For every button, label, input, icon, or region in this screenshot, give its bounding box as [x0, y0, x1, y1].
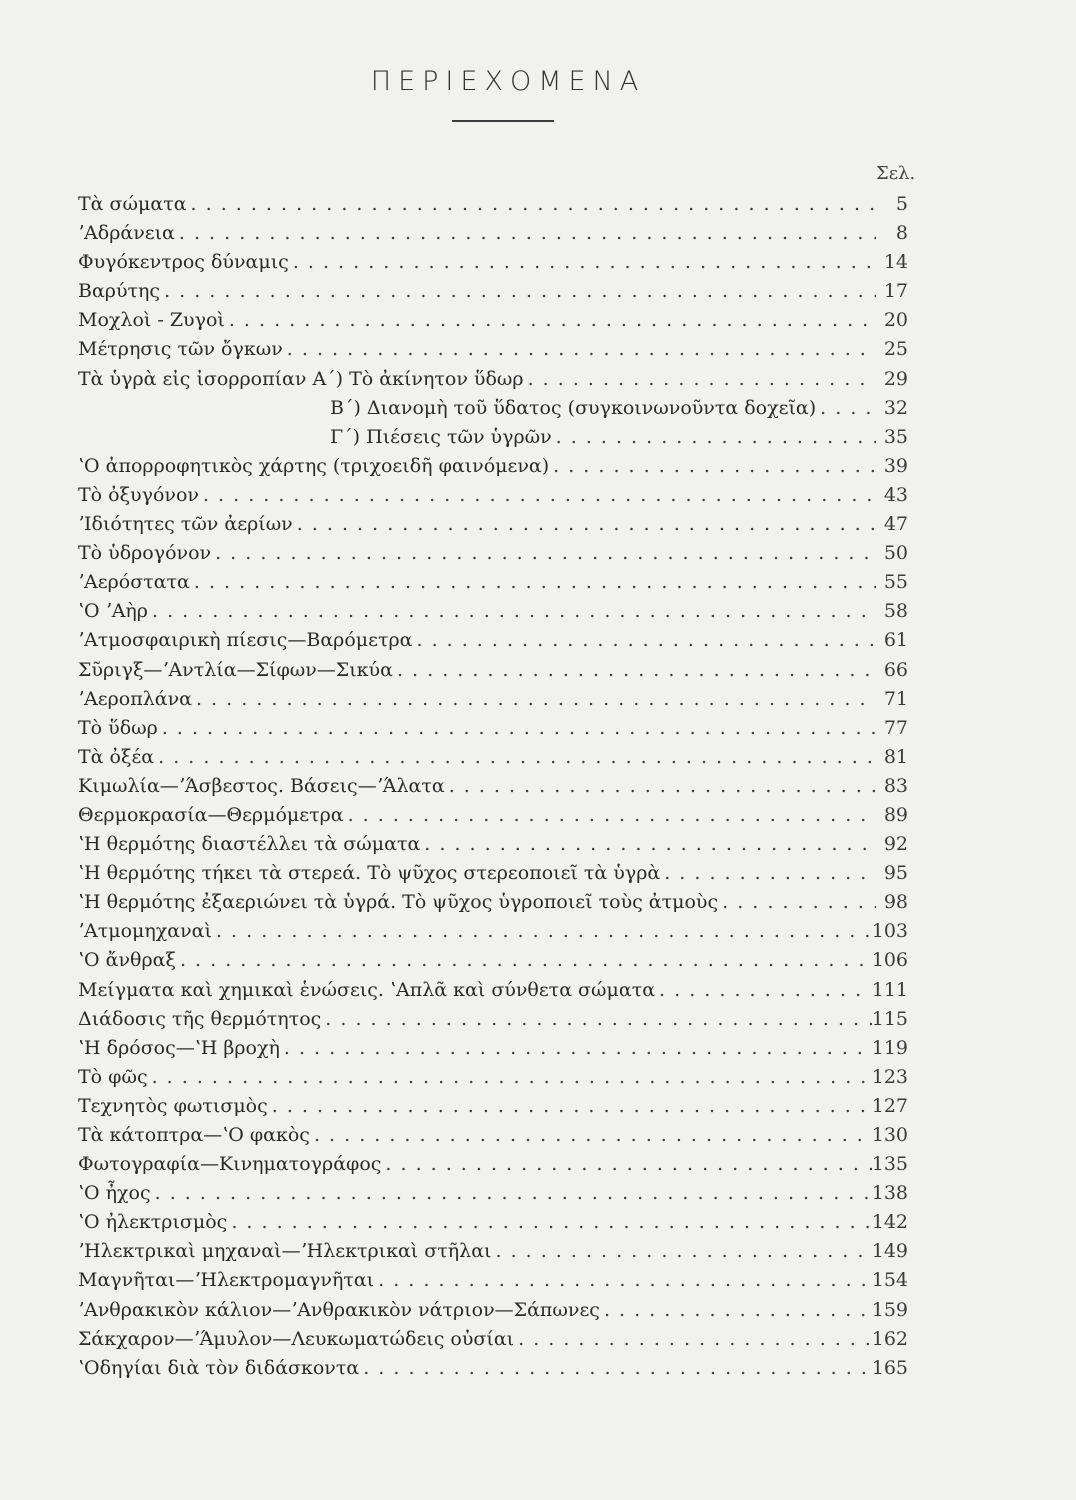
toc-entry [78, 1237, 908, 1266]
dot-leader [491, 1237, 871, 1266]
toc-entry [78, 1208, 908, 1237]
toc-entry-page: 135 [871, 1153, 908, 1176]
toc-entry-page: 127 [871, 1094, 908, 1117]
toc-subentry [78, 423, 908, 452]
dot-leader [293, 510, 876, 539]
toc-entry-title: Σάκχαρον—ʼΆμυλον—Λευκωματώδεις οὐσίαι [78, 1327, 515, 1350]
toc-entry-page: 8 [895, 222, 908, 245]
toc-entry [78, 1296, 908, 1325]
toc-entry-page: 98 [883, 891, 908, 914]
toc-entry [78, 597, 908, 626]
page-column-label: Σελ. [876, 163, 916, 184]
toc-entry-page: 55 [883, 571, 908, 594]
toc-entry-page: 162 [871, 1327, 908, 1350]
dot-leader [190, 568, 876, 597]
toc-entry [78, 510, 908, 539]
dot-leader [280, 1034, 872, 1063]
toc-entry-page: 138 [871, 1182, 908, 1205]
dot-leader [816, 394, 876, 423]
title-divider [452, 120, 554, 122]
toc-entry-title: ʽΟ ἀπορροφητικὸς χάρτης (τριχοειδῆ φαινόμενα) [78, 454, 550, 477]
toc-entry-title: Τὰ κάτοπτρα—ʽΟ φακὸς [78, 1124, 310, 1146]
dot-leader [552, 423, 876, 452]
toc-entry-title: ʽΗ θερμότης τήκει τὰ στερεά. Τὸ ψῦχος στερεοποιεῖ τὰ ὑγρὰ [78, 862, 661, 885]
toc-entry-title: Τὸ ὀξυγόνον [78, 483, 199, 506]
toc-entry-page: 66 [883, 658, 908, 681]
toc-entry-title: ʽΟ ἄνθραξ [78, 949, 176, 972]
toc-entry [78, 1354, 908, 1383]
toc-entry-title: Τὸ ὑδρογόνον [78, 542, 212, 565]
toc-entry [78, 1266, 908, 1295]
dot-leader [655, 976, 872, 1005]
toc-entry-title: ʼΑτμοσφαιρικὴ πίεσις—Βαρόμετρα [78, 629, 413, 652]
dot-leader [549, 452, 876, 481]
toc-entry-page: 43 [883, 483, 908, 506]
toc-entry-title: Διάδοσις τῆς θερμότητος [78, 1007, 322, 1030]
dot-leader [393, 656, 876, 685]
toc-entry-title: Β΄) Διανομὴ τοῦ ὕδατος (συγκοινωνοῦντα δοχεῖα) [330, 396, 817, 419]
toc-entry-page: 39 [883, 454, 908, 477]
toc-entry-title: Μοχλοὶ - Ζυγοὶ [78, 309, 225, 332]
toc-entry-page: 77 [883, 716, 908, 739]
toc-entry-title: Φυγόκεντρος δύναμις [78, 251, 289, 274]
dot-leader [718, 888, 876, 917]
toc-entry [78, 626, 908, 655]
toc-entry [78, 859, 908, 888]
dot-leader [600, 1296, 872, 1325]
toc-entry-title: Φωτογραφία—Κινηματογράφος [78, 1153, 382, 1176]
toc-entry-title: Μέτρησις τῶν ὄγκων [78, 338, 283, 361]
toc-entry-page: 25 [883, 338, 908, 361]
toc-entry-page: 32 [883, 396, 908, 419]
toc-entry-title: ʽΗ δρόσος—ʽΗ βροχὴ [78, 1036, 280, 1059]
toc-entry-page: 123 [871, 1065, 908, 1088]
toc-entry-title: ʽΟ ἠλεκτρισμὸς [78, 1211, 228, 1234]
dot-leader [412, 626, 876, 655]
toc-entry [78, 888, 908, 917]
toc-entry [78, 335, 908, 364]
toc-entry-page: 149 [871, 1240, 908, 1263]
toc-entry-page: 61 [883, 629, 908, 652]
toc-entry-page: 165 [871, 1356, 908, 1379]
toc-entry-page: 58 [883, 600, 908, 623]
toc-entry-page: 71 [883, 687, 908, 710]
toc-entry-page: 29 [883, 367, 908, 390]
toc-entry-title: ʼΗλεκτρικαὶ μηχαναὶ—ʼΗλεκτρικαὶ στῆλαι [78, 1240, 492, 1263]
toc-entry-page: 17 [883, 280, 908, 303]
dot-leader [374, 1266, 872, 1295]
dot-leader [359, 1354, 872, 1383]
dot-leader [187, 190, 876, 219]
dot-leader [192, 685, 876, 714]
dot-leader [148, 1063, 872, 1092]
toc-entry [78, 801, 908, 830]
dot-leader [151, 1179, 872, 1208]
toc-entry [78, 452, 908, 481]
page-title: ΠΕΡΙΕΧΟΜΕΝΑ [370, 66, 646, 97]
dot-leader [160, 277, 876, 306]
toc-entry-title: Γ΄) Πιέσεις τῶν ὑγρῶν [330, 425, 552, 448]
dot-leader [212, 917, 872, 946]
toc-entry-page: 89 [883, 803, 908, 826]
dot-leader [211, 539, 876, 568]
toc-entry [78, 365, 908, 394]
toc-entry-title: Τὰ ὑγρὰ εἰς ἰσορροπίαν Α΄) Τὸ ἀκίνητον ὕδωρ [78, 367, 524, 390]
toc-entry [78, 1179, 908, 1208]
toc-entry [78, 248, 908, 277]
toc-entry-page: 35 [883, 425, 908, 448]
toc-entry-title: Κιμωλία—ʼΆσβεστος. Βάσεις—ʼΆλατα [78, 774, 445, 797]
dot-leader [321, 1005, 871, 1034]
toc-entry-page: 81 [883, 745, 908, 768]
dot-leader [268, 1092, 872, 1121]
dot-leader [199, 481, 876, 510]
toc-entry-title: ʽΟ ʼΑὴρ [78, 600, 148, 623]
toc-entry [78, 917, 908, 946]
toc-entry [78, 219, 908, 248]
toc-entry [78, 743, 908, 772]
toc-entry-title: ʼΙδιότητες τῶν ἀερίων [78, 513, 293, 536]
dot-leader [344, 801, 876, 830]
toc-entry-page: 119 [871, 1036, 908, 1059]
dot-leader [176, 946, 872, 975]
toc-entry-title: Τεχνητὸς φωτισμὸς [78, 1094, 268, 1117]
toc-entry [78, 1092, 908, 1121]
dot-leader [445, 772, 876, 801]
toc-entry-title: Θερμοκρασία—Θερμόμετρα [78, 803, 344, 826]
toc-entry [78, 568, 908, 597]
toc-entry-title: Μαγνῆται—ʼΗλεκτρομαγνῆται [78, 1269, 375, 1292]
toc-entry-page: 47 [883, 513, 908, 536]
toc-entry [78, 714, 908, 743]
toc-entry-title: Τὸ ὕδωρ [78, 716, 158, 739]
toc-entry-page: 14 [883, 251, 908, 274]
toc-entry-page: 95 [883, 862, 908, 885]
toc-entry [78, 946, 908, 975]
toc-entry-title: ʼΑνθρακικὸν κάλιον—ʼΑνθρακικὸν νάτριον—Σάπωνες [78, 1298, 600, 1321]
toc-entry [78, 656, 908, 685]
dot-leader [514, 1325, 872, 1354]
toc-entry-page: 50 [883, 542, 908, 565]
toc-entry-title: Βαρύτης [78, 280, 161, 303]
dot-leader [148, 597, 876, 626]
toc-entry-title: ʼΑερόστατα [78, 571, 190, 594]
toc-entry-title: ʽΟδηγίαι διὰ τὸν διδάσκοντα [78, 1356, 360, 1379]
toc-entry [78, 685, 908, 714]
dot-leader [225, 306, 876, 335]
toc-entry [78, 277, 908, 306]
toc-entry [78, 1063, 908, 1092]
toc-entry-title: Σῦριγξ—ʼΑντλία—Σίφων—Σικύα [78, 658, 393, 681]
toc-entry-page: 83 [883, 774, 908, 797]
toc-entry [78, 1150, 908, 1179]
toc-entry [78, 306, 908, 335]
toc-entry [78, 481, 908, 510]
toc-entry [78, 190, 908, 219]
dot-leader [158, 714, 876, 743]
toc-entry-page: 142 [871, 1211, 908, 1234]
toc-entry-title: ʼΑδράνεια [78, 222, 175, 245]
toc-entry [78, 830, 908, 859]
toc-entry-title: ʽΗ θερμότης διαστέλλει τὰ σώματα [78, 833, 421, 856]
toc-entry [78, 1121, 908, 1150]
dot-leader [524, 365, 876, 394]
toc-entry-title: Τὰ ὀξέα [78, 745, 155, 768]
toc-entry-title: ʽΟ ἦχος [78, 1182, 151, 1205]
toc-entry-page: 130 [871, 1124, 908, 1146]
toc-entry-title: ʽΗ θερμότης ἐξαεριώνει τὰ ὑγρά. Τὸ ψῦχος ὑγροποιεῖ τοὺς ἀτμοὺς [78, 891, 719, 914]
dot-leader [283, 335, 876, 364]
toc-entry-title: Μείγματα καὶ χημικαὶ ἑνώσεις. ʽΑπλᾶ καὶ σύνθετα σώματα [78, 978, 656, 1001]
dot-leader [660, 859, 876, 888]
toc-entry-title: Τὰ σώματα [78, 193, 187, 215]
dot-leader [175, 219, 876, 248]
dot-leader [227, 1208, 871, 1237]
toc-entry-title: ʼΑτμομηχαναὶ [78, 920, 212, 943]
toc-entry [78, 772, 908, 801]
toc-entry-page: 115 [871, 1007, 908, 1030]
dot-leader [154, 743, 876, 772]
toc-entry-title: Τὸ φῶς [78, 1065, 148, 1088]
toc-entry [78, 1005, 908, 1034]
toc-subentry [78, 394, 908, 423]
toc-entry [78, 1034, 908, 1063]
toc-entry-title: ʼΑεροπλάνα [78, 687, 192, 710]
toc-entry-page: 159 [871, 1298, 908, 1321]
toc-entry-page: 154 [871, 1269, 908, 1292]
toc-entry-page: 92 [883, 833, 908, 856]
toc-entry-page: 103 [871, 920, 908, 943]
dot-leader [420, 830, 876, 859]
dot-leader [310, 1121, 872, 1150]
dot-leader [381, 1150, 871, 1179]
toc-entry [78, 1325, 908, 1354]
toc-entry-page: 106 [871, 949, 908, 972]
toc-entry-page: 5 [895, 193, 908, 215]
toc-entry [78, 539, 908, 568]
toc-entry [78, 976, 908, 1005]
toc-entry-page: 20 [883, 309, 908, 332]
table-of-contents [78, 190, 908, 1383]
dot-leader [289, 248, 876, 277]
toc-entry-page: 111 [871, 978, 908, 1001]
